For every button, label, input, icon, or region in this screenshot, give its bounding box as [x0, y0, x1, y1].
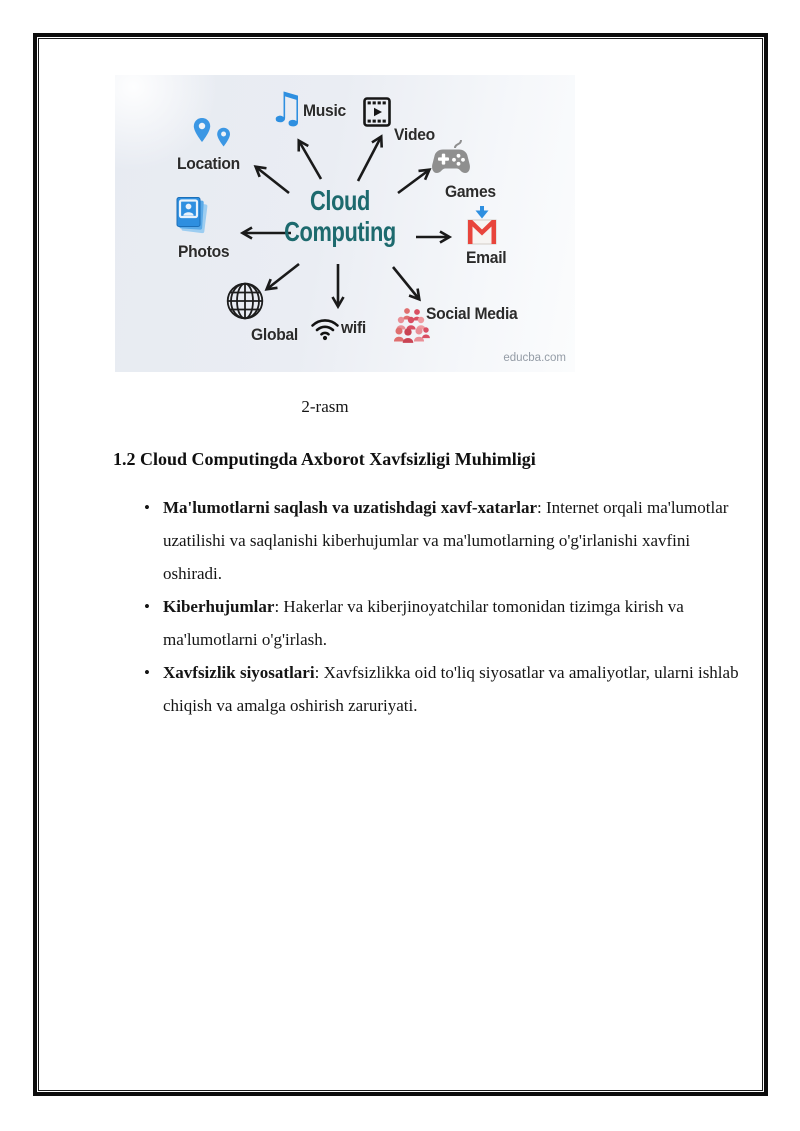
location-pin-icon: [191, 117, 235, 159]
list-item-risks: [140, 491, 740, 590]
location-label: Location: [177, 154, 240, 173]
globe-icon: [225, 279, 265, 327]
list-item-security-policies: [140, 656, 740, 722]
section-heading: 1.2 Cloud Computingda Axborot Xavfsizligi Muhimligi: [113, 449, 536, 469]
bullet-list: [140, 491, 740, 722]
bullet-description: : Xavfsizlikka oid to'liq siyosatlar va amaliyotlar, ularni ishlab chiqish va amalga oshirish zaruriyati.: [163, 663, 739, 715]
cloud-computing-figure: [115, 75, 575, 372]
diagram-center-label: [235, 185, 445, 247]
video-label: Video: [394, 125, 435, 144]
music-note-icon: ♫: [268, 83, 306, 132]
center-line-2: Computing: [284, 216, 396, 247]
email-gmail-icon: [465, 206, 499, 252]
social-media-label: Social Media: [426, 304, 518, 323]
photos-stack-icon: [175, 196, 209, 242]
page-border: [33, 33, 768, 1096]
email-label: Email: [466, 248, 507, 267]
page-content-area: [38, 38, 763, 1091]
bullet-term: Ma'lumotlarni saqlash va uzatishdagi xavf-xatarlar: [163, 498, 538, 517]
gamepad-icon: [430, 137, 472, 181]
music-label: Music: [303, 101, 346, 120]
global-label: Global: [251, 325, 299, 344]
bullet-description: : Hakerlar va kiberjinoyatchilar tomonidan tizimga kirish va ma'lumotlarni o'g'irlash.: [163, 597, 684, 649]
list-item-cyberattacks: [140, 590, 740, 656]
center-line-1: Cloud: [310, 185, 370, 216]
photos-label: Photos: [178, 242, 230, 261]
wifi-label: wifi: [341, 318, 366, 337]
bullet-term: Kiberhujumlar: [163, 597, 275, 616]
video-film-icon: [363, 97, 391, 131]
figure-caption: 2-rasm: [301, 397, 349, 416]
social-media-crowd-icon: [394, 304, 430, 350]
bullet-term: Xavfsizlik siyosatlari: [163, 663, 315, 682]
educba-watermark: educba.com: [503, 352, 566, 364]
wifi-icon: [310, 316, 340, 345]
games-label: Games: [445, 182, 496, 201]
bullet-description: : Internet orqali ma'lumotlar uzatilishi va saqlanishi kiberhujumlar va ma'lumotlarning o'g'irlanishi xavfini oshiradi.: [163, 498, 729, 583]
